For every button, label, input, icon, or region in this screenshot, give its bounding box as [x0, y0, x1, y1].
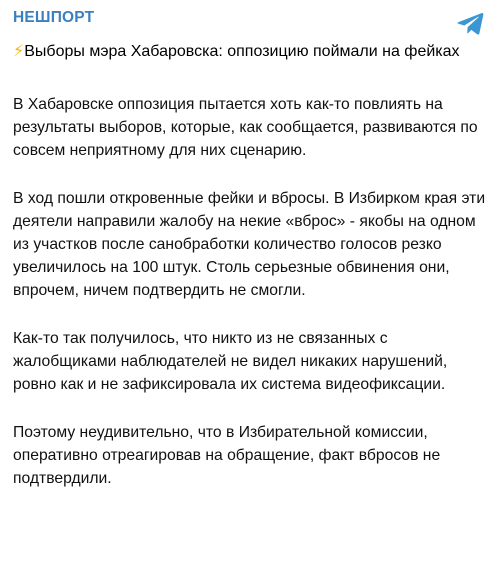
post-title-text: Выборы мэра Хабаровска: оппозицию поймали на фейках [24, 43, 460, 60]
lightning-icon: ⚡ [13, 43, 25, 60]
post-paragraph-3: Как-то так получилось, что никто из не связанных с жалобщиками наблюдателей не видел никаких нарушений, ровно как и не зафиксировала их система видеофиксации. [13, 330, 448, 393]
post-paragraph-1: В Хабаровске оппозиция пытается хоть как-то повлиять на результаты выборов, которые, как сообщается, развиваются по совсем неприятному для них сценарию. [13, 96, 478, 159]
telegram-icon[interactable] [457, 12, 484, 35]
post-paragraph-2: В ход пошли откровенные фейки и вбросы. В Избирком края эти деятели направили жалобу на некие «вброс» - якобы на одном из участков после санобработки количество голосов резко увеличилось на 100 штук. Столь серьезные обвинения они, впрочем, ничем подтвердить не смогли. [13, 190, 486, 299]
post-header [13, 9, 486, 35]
channel-name[interactable]: НЕШПОРТ [13, 9, 95, 26]
post-title [13, 40, 486, 64]
post-paragraph-4: Поэтому неудивительно, что в Избирательной комиссии, оперативно отреагировав на обращение, факт вбросов не подтвердили. [13, 424, 441, 487]
